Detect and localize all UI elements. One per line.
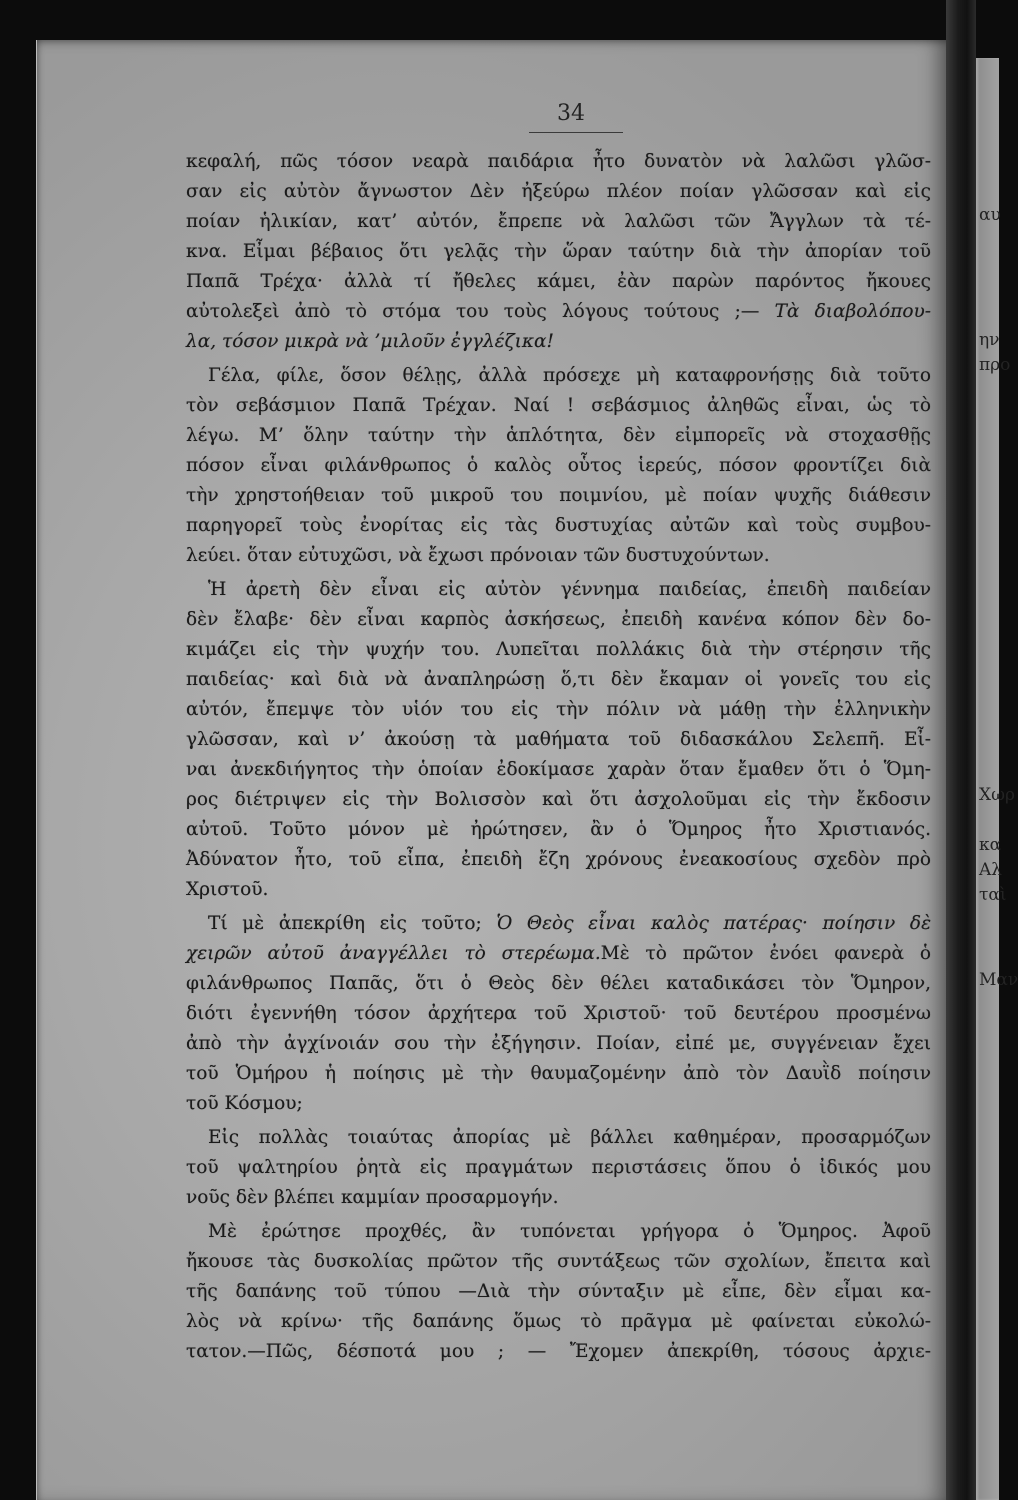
text-line: Εἰς πολλὰς τοιαύτας ἀπορίας μὲ βάλλει καθημέραν, προσαρμόζων (208, 1127, 931, 1148)
text-line: κνα. Εἶμαι βέβαιος ὅτι γελᾷς τὴν ὥραν ταύτην διὰ τὴν ἀπορίαν τοῦ (186, 241, 931, 262)
italic-quote: Ὁ Θεὸς εἶναι καλὸς πατέρας· ποίησιν δὲ (496, 913, 931, 934)
adjacent-page-fragment: ταὶ (979, 885, 1007, 905)
text-line: κεφαλή, πῶς τόσον νεαρὰ παιδάρια ἦτο δυνατὸν νὰ λαλῶσι γλῶσ- (186, 151, 931, 172)
text-line: Μὲ ἐρώτησε προχθές, ἂν τυπόνεται γρήγορα ὁ Ὅμηρος. Ἀφοῦ (208, 1221, 931, 1242)
text-line: λα, τόσον μικρὰ νὰ ’μιλοῦν ἐγγλέζικα! (186, 331, 554, 352)
text-line: τοῦ Ὁμήρου ἡ ποίησις μὲ τὴν θαυμαζομένην ἀπὸ τὸν Δαυῒδ ποίησιν (186, 1063, 931, 1084)
adjacent-page-fragment: προ (979, 355, 1011, 375)
text-line: ἀπὸ τὴν ἀγχίνοιάν σου τὴν ἐξήγησιν. Ποίαν, εἰπέ με, συγγένειαν ἔχει (186, 1033, 931, 1054)
paragraph (186, 1123, 931, 1213)
italic-quote: Τὰ διαβολόπου- (774, 301, 931, 322)
page-number: 34 (557, 101, 585, 126)
text-line: διότι ἐγεννήθη τόσον ἀρχήτερα τοῦ Χριστοῦ· τοῦ δευτέρου προσμένω (186, 1003, 931, 1024)
text-line: τατον.—Πῶς, δέσποτά μου ; — Ἔχομεν ἀπεκρίθη, τόσους ἀρχιε- (186, 1341, 931, 1362)
paragraph (186, 361, 931, 571)
book-page (36, 40, 947, 1500)
adjacent-page-fragment: αυ (979, 205, 1001, 225)
text-line: λὸς νὰ κρίνω· τῆς δαπάνης ὅμως τὸ πρᾶγμα μὲ φαίνεται εὐκολώ- (186, 1311, 931, 1332)
text-line: Ἡ ἀρετὴ δὲν εἶναι εἰς αὐτὸν γέννημα παιδείας, ἐπειδὴ παιδείαν (208, 579, 931, 600)
text-line: τῆς δαπάνης τοῦ τύπου —Διὰ τὴν σύνταξιν μὲ εἶπε, δὲν εἶμαι κα- (186, 1281, 931, 1302)
text-line: τὴν χρηστοήθειαν τοῦ μικροῦ του ποιμνίου, μὲ ποίαν ψυχῆς διάθεσιν (186, 485, 931, 506)
text-line: λέγω. Μ’ ὅλην ταύτην τὴν ἁπλότητα, δὲν εἰμπορεῖς νὰ στοχασθῇς (186, 425, 931, 446)
text-line: ναι ἀνεκδιήγητος τὴν ὁποίαν ἐδοκίμασε χαρὰν ὅταν ἔμαθεν ὅτι ὁ Ὅμη- (186, 759, 931, 780)
adjacent-page-fragment: κα (979, 835, 1002, 855)
text-line: παρηγορεῖ τοὺς ἐνορίτας εἰς τὰς δυστυχίας αὐτῶν καὶ τοὺς συμβου- (186, 515, 931, 536)
paragraph (186, 147, 931, 357)
text-line: ἤκουσε τὰς δυσκολίας πρῶτον τῆς συντάξεως τῶν σχολίων, ἔπειτα καὶ (186, 1251, 931, 1272)
adjacent-page-edge (976, 58, 1018, 1500)
text-line: Γέλα, φίλε, ὅσον θέλῃς, ἀλλὰ πρόσεχε μὴ καταφρονήσῃς διὰ τοῦτο (208, 365, 931, 386)
text-line: λεύει. ὅταν εὐτυχῶσι, νὰ ἔχωσι πρόνοιαν τῶν δυστυχούντων. (186, 545, 770, 566)
text-line: Παπᾶ Τρέχα· ἀλλὰ τί ἤθελες κάμει, ἐὰν παρὼν παρόντος ἤκουες (186, 271, 931, 292)
adjacent-page-fragment: Αλ (979, 860, 1003, 880)
text-line: τοῦ Κόσμου; (186, 1093, 303, 1114)
text-line: ρος διέτριψεν εἰς τὴν Βολισσὸν καὶ ὅτι ἀσχολοῦμαι εἰς τὴν ἔκδοσιν (186, 789, 931, 810)
paragraph (186, 1217, 931, 1367)
text-segment: Μὲ τὸ πρῶτον ἐνόει φανερὰ ὁ (600, 943, 931, 964)
text-line: νοῦς δὲν βλέπει καμμίαν προσαρμογήν. (186, 1187, 559, 1208)
adjacent-page-fragment: ην (979, 330, 1000, 350)
page-gutter (946, 0, 976, 1500)
text-line: ποίαν ἡλικίαν, κατ’ αὐτόν, ἔπρεπε νὰ λαλῶσι τῶν Ἄγγλων τὰ τέ- (186, 211, 931, 232)
text-segment: Τί μὲ ἀπεκρίθη εἰς τοῦτο; (208, 913, 482, 934)
text-line: γλῶσσαν, καὶ ν’ ἀκούσῃ τὰ μαθήματα τοῦ διδασκάλου Σελεπῆ. Εἶ- (186, 729, 931, 750)
text-line (186, 939, 931, 969)
text-line: Χριστοῦ. (186, 879, 269, 900)
text-line: τοῦ ψαλτηρίου ῥητὰ εἰς πραγμάτων περιστάσεις ὅπου ὁ ἰδικός μου (186, 1157, 931, 1178)
text-line: φιλάνθρωπος Παπᾶς, ὅτι ὁ Θεὸς δὲν θέλει καταδικάσει τὸν Ὅμηρον, (186, 973, 931, 994)
text-line: αὐτόν, ἔπεμψε τὸν υἱόν του εἰς τὴν πόλιν νὰ μάθῃ τὴν ἑλληνικὴν (186, 699, 931, 720)
adjacent-page-fragment: Μαν (979, 970, 1018, 990)
text-line: κιμάζει εἰς τὴν ψυχήν του. Λυπεῖται πολλάκις διὰ τὴν στέρησιν τῆς (186, 639, 931, 660)
paragraph (186, 909, 931, 1119)
text-line: αὐτοῦ. Τοῦτο μόνον μὲ ἠρώτησεν, ἂν ὁ Ὅμηρος ἦτο Χριστιανός. (186, 819, 931, 840)
page-number-rule (529, 132, 623, 133)
text-line (186, 909, 931, 939)
text-line: σαν εἰς αὐτὸν ἄγνωστον Δὲν ἠξεύρω πλέον ποίαν γλῶσσαν καὶ εἰς (186, 181, 931, 202)
italic-quote: χειρῶν αὐτοῦ ἀναγγέλλει τὸ στερέωμα. (186, 943, 601, 964)
text-line: πόσον εἶναι φιλάνθρωπος ὁ καλὸς οὗτος ἱερεύς, πόσον φροντίζει διὰ (186, 455, 931, 476)
text-line: παιδείας· καὶ διὰ νὰ ἀναπληρώσῃ ὅ,τι δὲν ἔκαμαν οἱ γονεῖς του εἰς (186, 669, 931, 690)
text-line: δὲν ἔλαβε· δὲν εἶναι καρπὸς ἀσκήσεως, ἐπειδὴ κανένα κόπον δὲν δο- (186, 609, 931, 630)
text-line: Ἀδύνατον ἦτο, τοῦ εἶπα, ἐπειδὴ ἔζη χρόνους ἐνεακοσίους σχεδὸν πρὸ (186, 849, 931, 870)
adjacent-page-fragment: Χωρ (979, 785, 1015, 805)
text-line (186, 297, 931, 327)
text-line: τὸν σεβάσμιον Παπᾶ Τρέχαν. Ναί ! σεβάσμιος ἀληθῶς εἶναι, ὡς τὸ (186, 395, 931, 416)
paragraph (186, 575, 931, 905)
body-text (186, 147, 931, 1367)
text-segment: αὐτολεξεὶ ἀπὸ τὸ στόμα του τοὺς λόγους τούτους ;— (186, 301, 760, 322)
